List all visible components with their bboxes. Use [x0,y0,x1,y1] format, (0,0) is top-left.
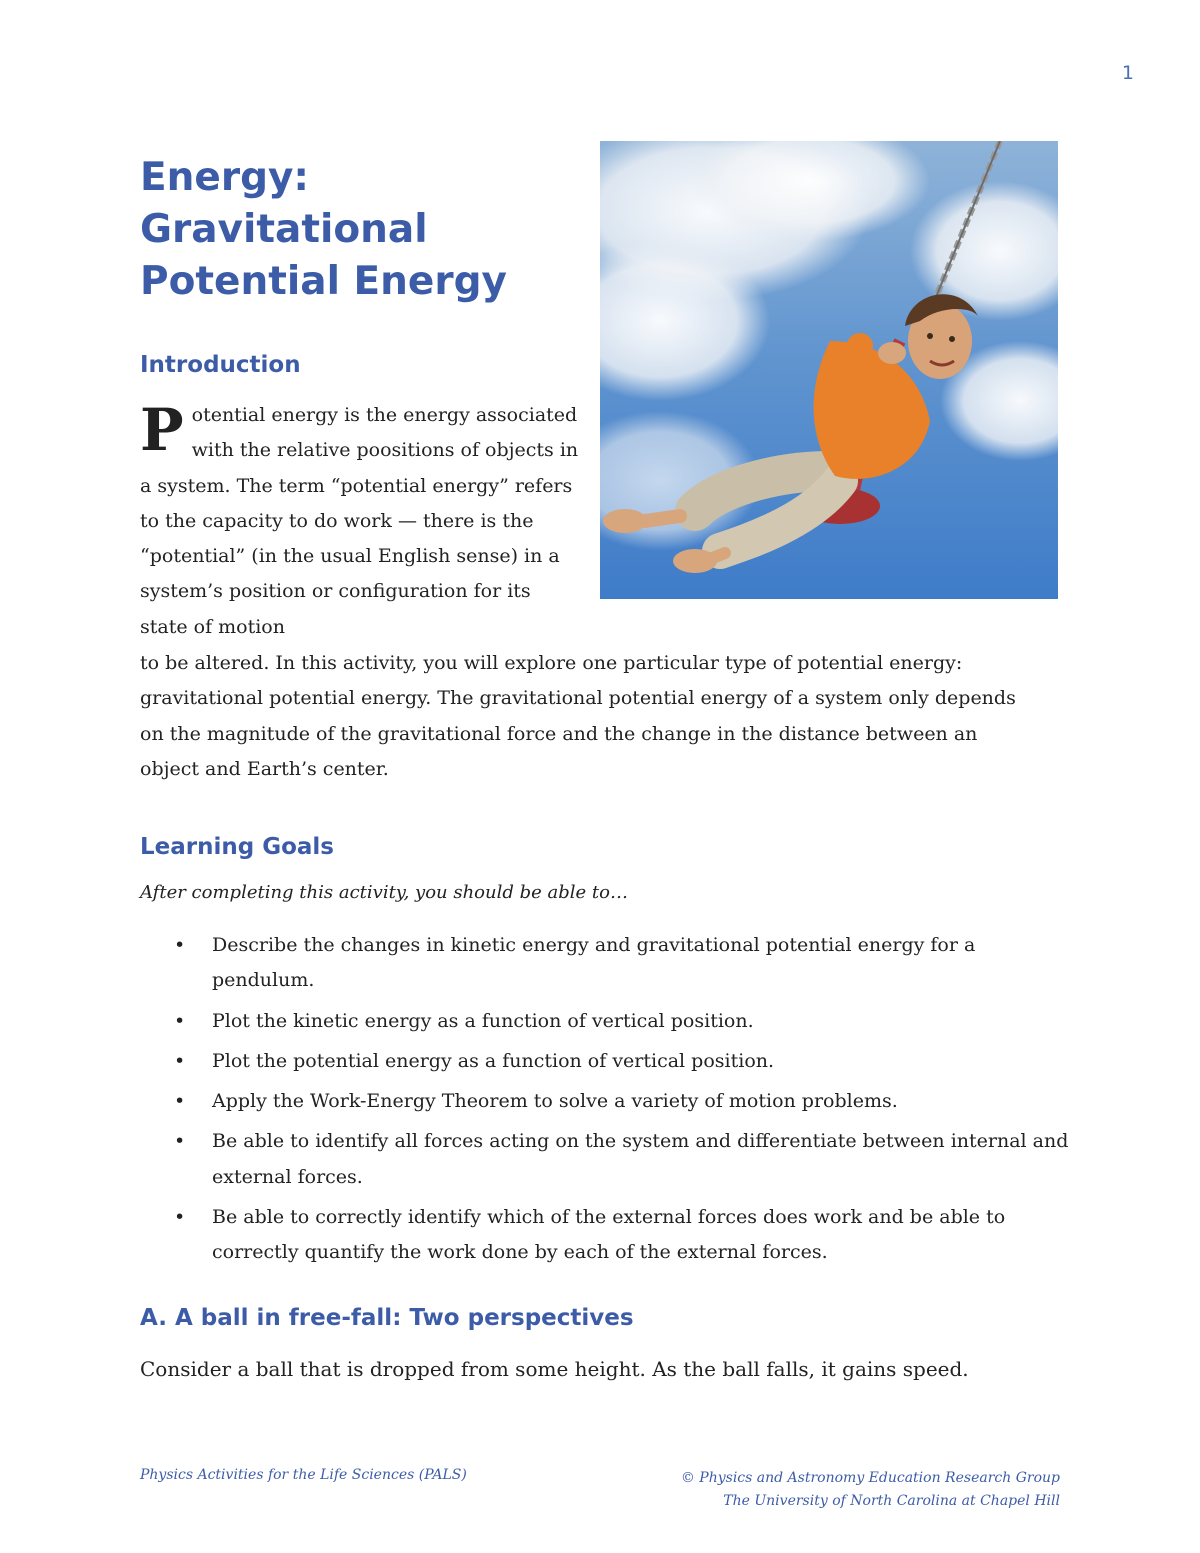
list-item: • Describe the changes in kinetic energy and gravitational potential energy for a pendulum. [140,928,1070,999]
footer-copyright-line-1: © Physics and Astronomy Education Research Group [680,1470,1060,1486]
title-line-3: Potential Energy [140,259,507,304]
bullet-icon: • [174,1049,186,1072]
introduction-paragraph-continued: to be altered. In this activity, you will explore one particular type of potential energy: gravitational potential energy. The gravitational potential energy of a system only depends on the magnitude of the gravitational force and the change in the distance between an object and Earth’s center. [140,652,1016,780]
list-item: • Be able to identify all forces acting on the system and differentiate between internal and external forces. [140,1124,1070,1195]
title-line-2: Gravitational [140,207,428,252]
bullet-icon: • [174,1130,186,1153]
list-item: • Plot the kinetic energy as a function of vertical position. [140,1004,1070,1039]
title-line-1: Energy: [140,155,310,200]
drop-cap-letter: P [140,396,184,464]
bullet-icon: • [174,1090,186,1113]
page-number: 1 [1121,62,1134,84]
section-a-text: Consider a ball that is dropped from some height. As the ball falls, it gains speed. [140,1357,969,1381]
footer-copyright-line-2: The University of North Carolina at Chapel Hill [723,1493,1060,1509]
introduction-heading: Introduction [140,352,301,378]
list-item: • Plot the potential energy as a function of vertical position. [140,1044,1070,1079]
bullet-icon: • [174,1009,186,1032]
footer-series-name: Physics Activities for the Life Sciences (PALS) [140,1467,467,1483]
intro-text-wrapped: otential energy is the energy associated with the relative poositions of objects in a system. The term “potential energy” refers to the capacity to do work — there is the “potential” (in the usual English sense) in a system’s position or configuration for its state of motion [140,404,579,638]
swinging-child-photo [600,141,1058,599]
learning-goals-heading: Learning Goals [140,834,334,860]
introduction-wrapped-paragraph [140,398,580,648]
learning-goals-list [140,928,1070,1276]
page-title [140,152,580,308]
list-item: • Be able to correctly identify which of the external forces does work and be able to correctly quantify the work done by each of the external forces. [140,1200,1070,1271]
bullet-icon: • [174,1206,186,1229]
list-item: • Apply the Work-Energy Theorem to solve a variety of motion problems. [140,1084,1070,1119]
learning-goals-lead: After completing this activity, you should be able to… [140,882,628,903]
footer-copyright [681,1467,1060,1513]
bullet-icon: • [174,934,186,956]
section-a-heading: A. A ball in free-fall: Two perspectives [140,1305,634,1331]
